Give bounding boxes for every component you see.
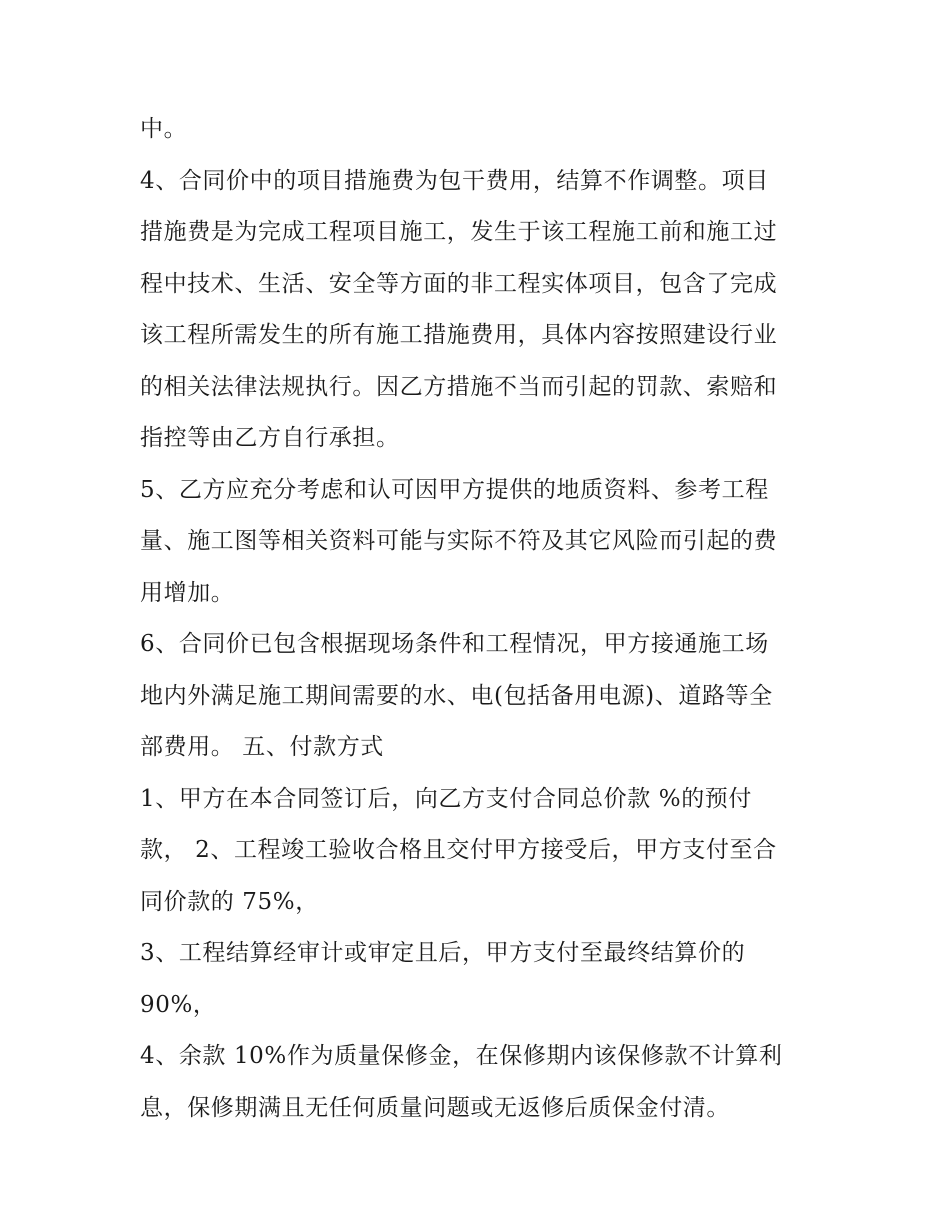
text-line: 同价款的 75%， — [140, 888, 319, 915]
text-line: 指控等由乙方自行承担。 — [140, 425, 400, 451]
text-line: 的相关法律法规执行。因乙方措施不当而引起的罚款、索赔和 — [140, 373, 778, 400]
text-line: 1、甲方在本合同签订后，向乙方支付合同总价款 %的预付 — [140, 785, 752, 812]
text-line: 用增加。 — [140, 579, 235, 606]
text-line: 中。 — [140, 116, 188, 142]
text-line: 6、合同价已包含根据现场条件和工程情况，甲方接通施工场 — [140, 631, 769, 657]
text-line: 量、施工图等相关资料可能与实际不符及其它风险而引起的费 — [140, 528, 778, 554]
text-line: 程中技术、生活、安全等方面的非工程实体项目，包含了完成 — [140, 270, 778, 297]
text-line: 90%， — [140, 991, 217, 1018]
text-line: 地内外满足施工期间需要的水、电(包括备用电源)、道路等全 — [140, 682, 773, 709]
text-line: 部费用。 五、付款方式 — [140, 734, 384, 760]
text-line: 5、乙方应充分考虑和认可因甲方提供的地质资料、参考工程 — [140, 476, 769, 503]
text-line: 款， 2、工程竣工验收合格且交付甲方接受后，甲方支付至合 — [140, 837, 777, 863]
text-line: 息，保修期满且无任何质量问题或无返修后质保金付清。 — [140, 1094, 730, 1121]
text-line: 3、工程结算经审计或审定且后，甲方支付至最终结算价的 — [140, 940, 746, 966]
text-line: 措施费是为完成工程项目施工，发生于该工程施工前和施工过 — [140, 219, 778, 245]
contract-text — [140, 104, 820, 1134]
text-line: 该工程所需发生的所有施工措施费用，具体内容按照建设行业 — [140, 322, 778, 348]
text-line: 4、余款 10%作为质量保修金，在保修期内该保修款不计算利 — [140, 1043, 783, 1069]
text-line: 4、合同价中的项目措施费为包干费用，结算不作调整。项目 — [140, 167, 769, 194]
